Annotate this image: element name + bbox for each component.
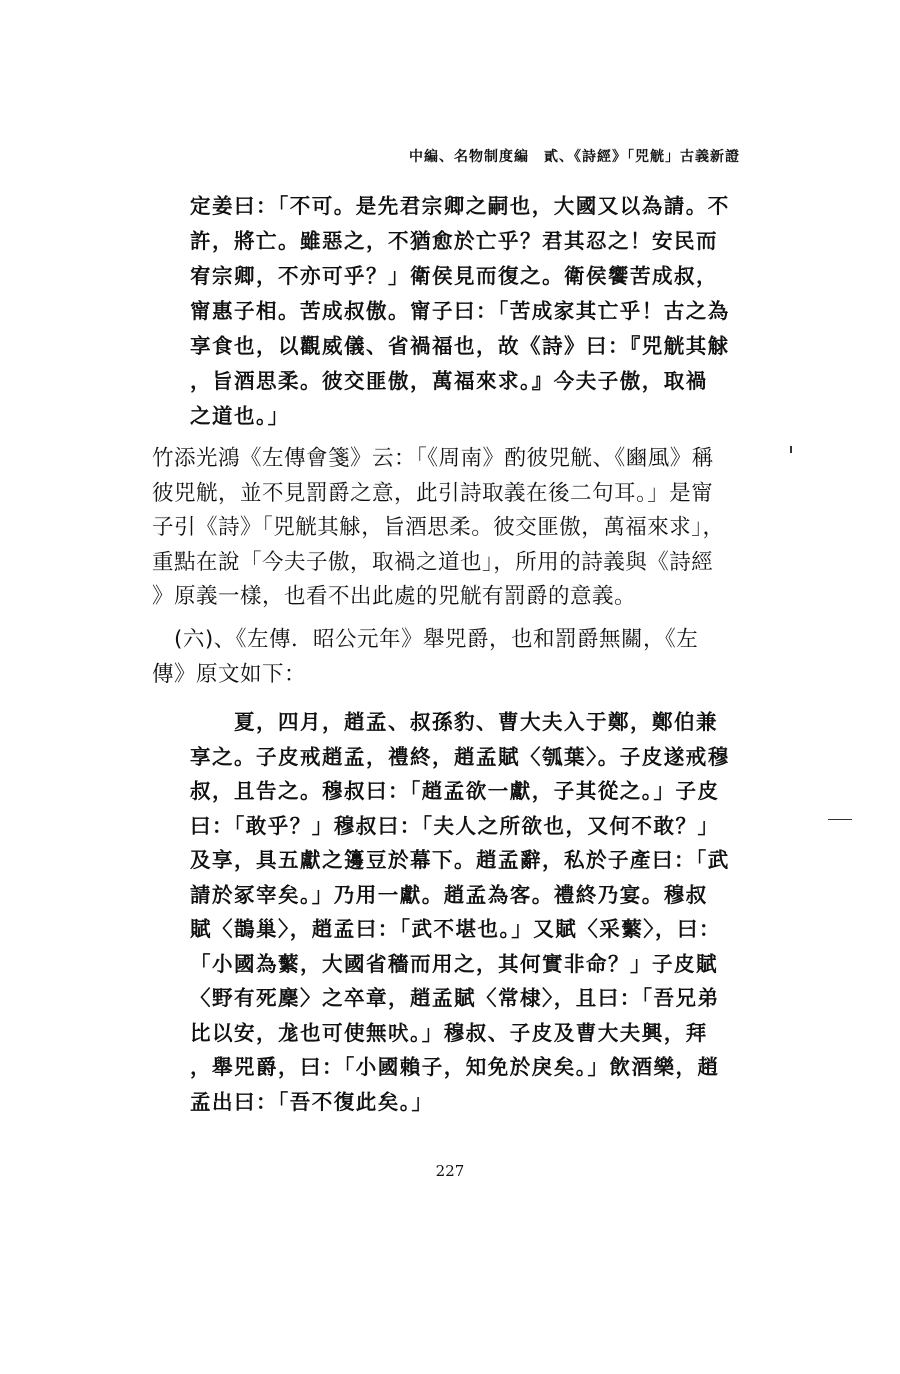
quote-2-line: 叔，且告之。穆叔曰：「趙孟欲一獻，子其從之。」子皮 — [190, 779, 720, 803]
paragraph-commentary — [152, 442, 737, 615]
block-quote-2 — [190, 705, 735, 1119]
quote-2-line: 享之。子皮戒趙孟，禮終，趙孟賦〈瓠葉〉。子皮遂戒穆 — [190, 744, 730, 769]
paragraph-line: 重點在說「今夫子傲，取禍之道也」，所用的詩義與《詩經 — [152, 549, 714, 575]
paragraph-line: 子引《詩》「兕觥其觩，旨酒思柔。彼交匪傲，萬福來求」， — [152, 515, 725, 540]
quote-2-line: ，舉兕爵，曰：「小國賴子，知免於戾矣。」飲酒樂，趙 — [190, 1055, 720, 1079]
quote-2-line: 〈野有死麇〉之卒章，趙孟賦〈常棣〉，且曰：「吾兄弟 — [190, 986, 720, 1010]
quote-1-line: 定姜曰：「不可。是先君宗卿之嗣也，大國又以為請。不 — [190, 194, 730, 218]
quote-1-line: 宥宗卿，不亦可乎？」衛侯見而復之。衛侯饗苦成叔， — [190, 264, 718, 288]
quote-2-line: 賦〈鵲巢〉，趙孟曰：「武不堪也。」又賦〈采蘩〉，曰： — [190, 917, 721, 941]
quote-2-line: 孟出曰：「吾不復此矣。」 — [190, 1089, 434, 1114]
quote-1-line: ，旨酒思柔。彼交匪傲，萬福來求。』今夫子傲，取禍 — [190, 369, 708, 393]
quote-1-line: 之道也。」 — [190, 404, 290, 428]
quote-1-line: 享食也，以觀威儀、省禍福也，故《詩》曰：『兕觥其觩 — [190, 334, 730, 358]
paragraph-line: 》原義一樣，也看不出此處的兕觥有罰爵的意義。 — [152, 584, 637, 609]
paragraph-line: 彼兕觥，並不見罰爵之意，此引詩取義在後二句耳。」是甯 — [152, 480, 714, 506]
quote-1-line: 許，將亡。雖惡之，不猶愈於亡乎？君其忍之！安民而 — [190, 229, 718, 253]
quote-2-line: 及享，具五獻之籩豆於幕下。趙孟辭，私於子產曰：「武 — [190, 848, 730, 872]
quote-2-line: 比以安，尨也可使無吠。」穆叔、子皮及曹大夫興，拜 — [190, 1020, 708, 1045]
quote-1-line: 甯惠子相。苦成叔傲。甯子曰：「苦成家其亡乎！古之為 — [190, 299, 730, 323]
running-header: 中編、名物制度編 貳、《詩經》「兕觥」古義新證 — [409, 149, 740, 165]
block-quote-1 — [190, 189, 735, 434]
quote-2-line: 「小國為蘩，大國省穡而用之，其何實非命？」子皮賦 — [190, 951, 718, 976]
scan-mark — [790, 446, 792, 453]
paragraph-line: (六)、《左傳．昭公元年》舉兕爵，也和罰爵無關，《左 — [152, 627, 699, 652]
paragraph-line: 傳》原文如下： — [152, 661, 307, 687]
quote-2-line: 請於冢宰矣。」乃用一獻。趙孟為客。禮終乃宴。穆叔 — [190, 882, 708, 907]
paragraph-section-six — [152, 623, 737, 692]
scan-mark — [828, 819, 852, 820]
paragraph-line: 竹添光鴻《左傳會箋》云：「《周南》酌彼兕觥、《豳風》稱 — [152, 446, 714, 471]
quote-2-line: 夏，四月，趙孟、叔孫豹、曹大夫入于鄭，鄭伯兼 — [190, 710, 718, 734]
quote-2-line: 曰：「敢乎？」穆叔曰：「夫人之所欲也，又何不敢？」 — [190, 813, 720, 838]
page-number: 227 — [435, 1162, 465, 1180]
